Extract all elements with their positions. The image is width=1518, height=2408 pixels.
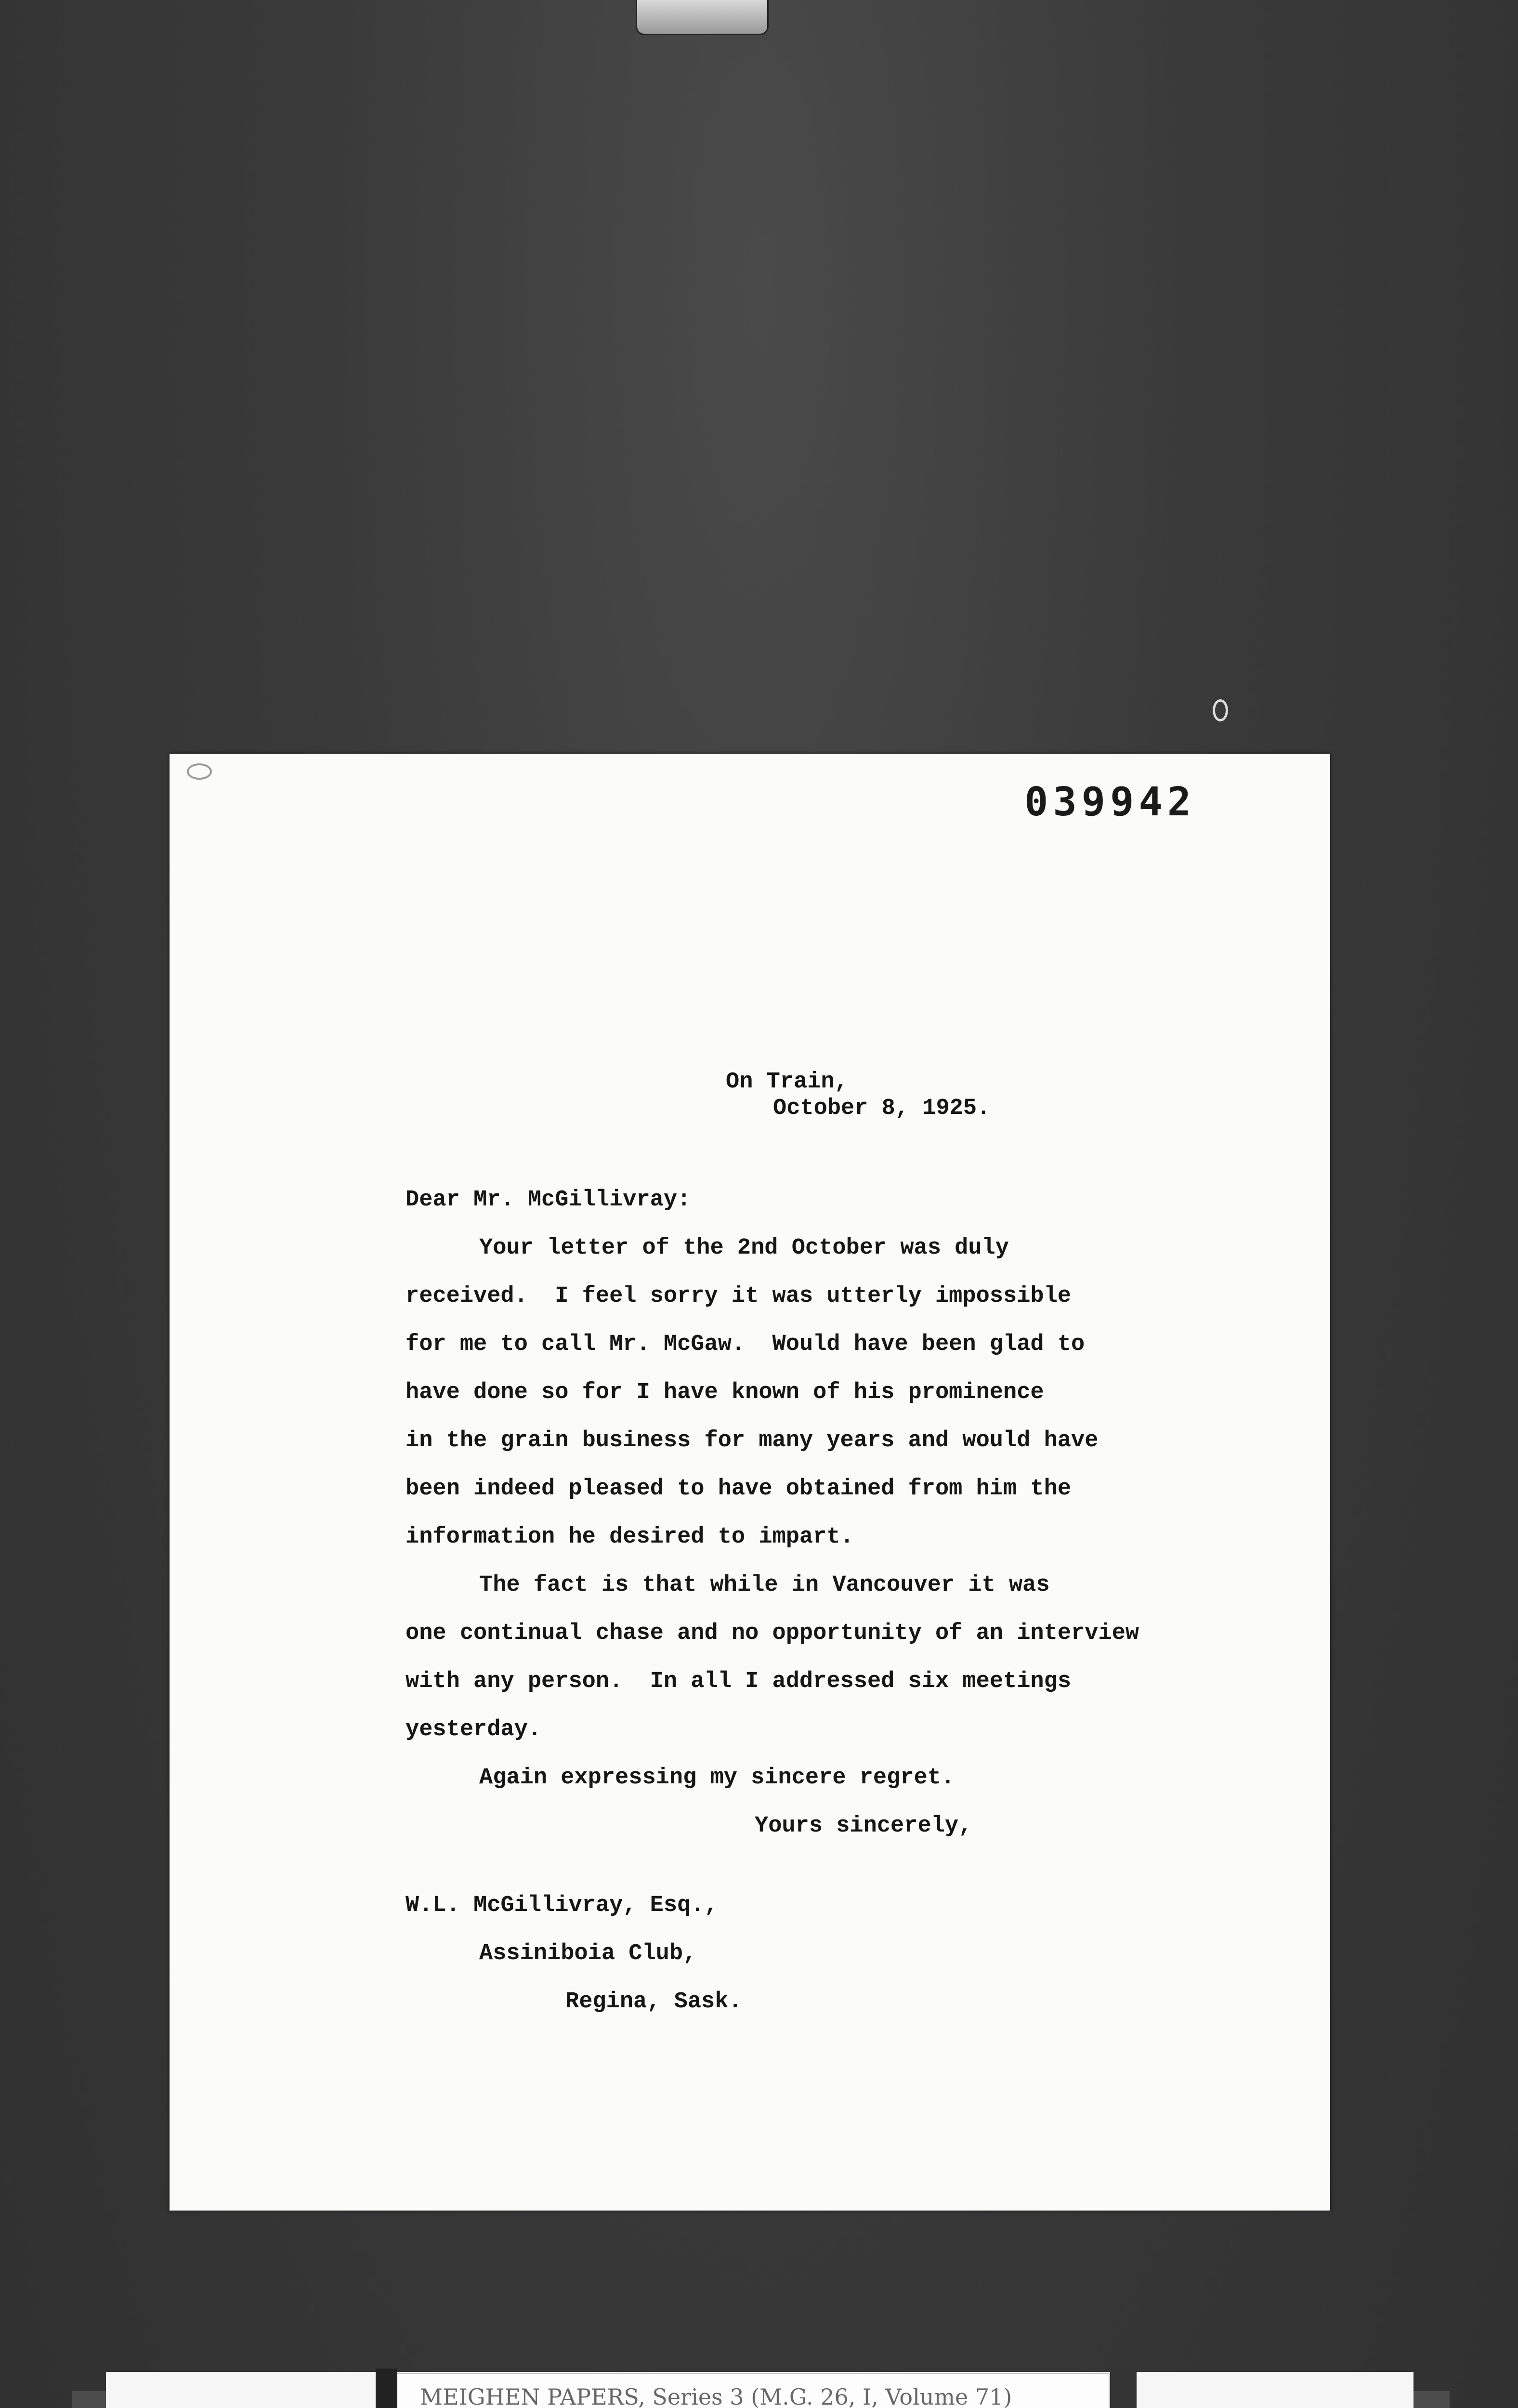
letter-date: October 8, 1925. (773, 1096, 991, 1121)
archive-reference: MEIGHEN PAPERS, Series 3 (M.G. 26, I, Volume 71) (420, 2384, 1012, 2408)
addressee-line: Regina, Sask. (565, 1989, 742, 2015)
body-line: been indeed pleased to have obtained from him the (406, 1476, 1072, 1502)
punch-hole (187, 763, 212, 780)
letter-salutation: Dear Mr. McGillivray: (406, 1187, 691, 1213)
addressee-line: W.L. McGillivray, Esq., (406, 1893, 718, 1918)
body-line: yesterday. (406, 1717, 542, 1742)
body-line: received. I feel sorry it was utterly impossible (406, 1283, 1072, 1309)
body-line: Your letter of the 2nd October was duly (479, 1235, 1009, 1261)
label-clip-left (376, 2369, 397, 2408)
body-line: one continual chase and no opportunity of an interview (406, 1621, 1139, 1646)
film-speck (1213, 699, 1228, 721)
body-line: have done so for I have known of his prominence (406, 1380, 1044, 1405)
reference-strip (395, 2373, 1110, 2408)
body-line: Again expressing my sincere regret. (479, 1765, 955, 1791)
body-line: with any person. In all I addressed six meetings (406, 1669, 1072, 1694)
top-binder-clip (636, 0, 769, 35)
body-line: information he desired to impart. (406, 1524, 854, 1550)
label-clip-right (1110, 2369, 1137, 2408)
letter-page (170, 754, 1330, 2211)
addressee-line: Assiniboia Club, (479, 1941, 697, 1966)
document-number: 039942 (1024, 779, 1196, 825)
body-line: The fact is that while in Vancouver it was (479, 1572, 1050, 1598)
letter-closing: Yours sincerely, (755, 1813, 972, 1839)
body-line: in the grain business for many years and would have (406, 1428, 1099, 1453)
body-line: for me to call Mr. McGaw. Would have been glad to (406, 1332, 1085, 1357)
letter-place: On Train, (726, 1069, 848, 1095)
